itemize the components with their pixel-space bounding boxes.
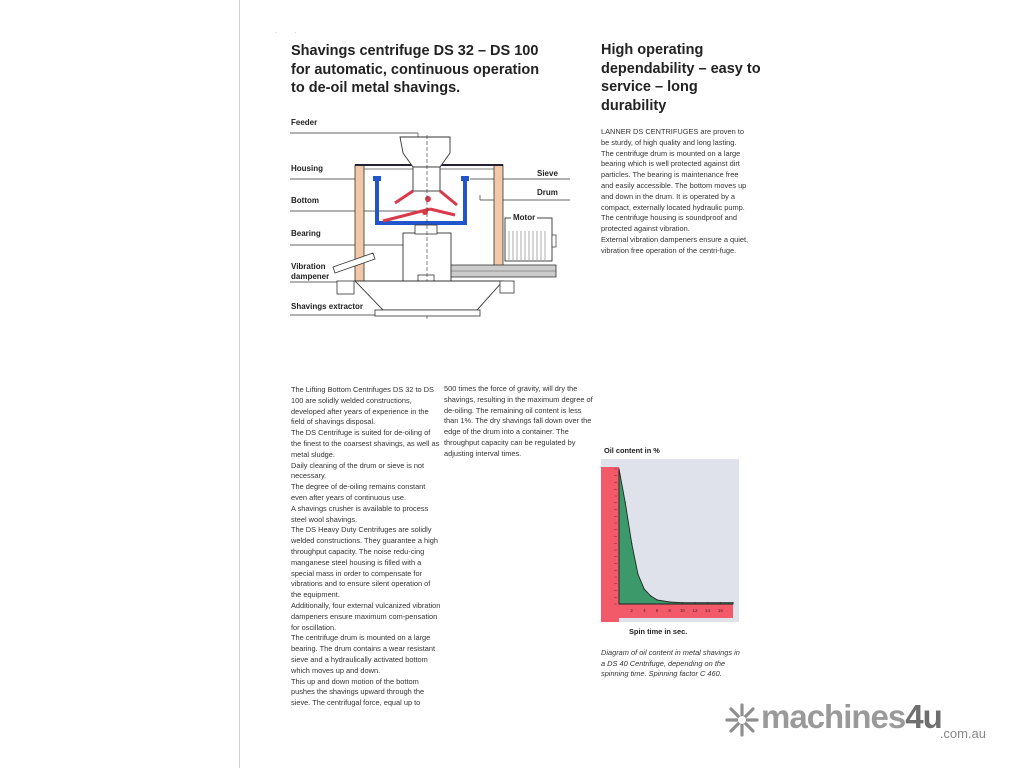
- logo-brand: machines: [761, 698, 906, 735]
- x-tick-label: 14: [705, 608, 711, 613]
- oil-content-chart: [601, 459, 739, 622]
- body-column-1: The Lifting Bottom Centrifuges DS 32 to DS 100 are solidly welded constructions, developed after years of experience in the field of shavings disposal. The DS Centrifuge is suited for de-oiling of the finest to the coarsest shavings, as well as metal sludge. Daily cleaning of the drum or sieve is not necessary. The degree of de-oiling remains constant even after years of continuous use. A shavings crusher is available to process steel wool shavings. The DS Heavy Duty Centrifuges are solidly welded constructions. They guarantee a high throughput capacity. The noise redu-cing manganese steel housing is filled with a special mass in order to compensate for vibrations and to ensure silent operation of the equipment. Additionally, four external vulcanized vibration dampeners ensure maximum com-pensation for oscillation. The centrifuge drum is mounted on a large bearing. The drum contains a wear resistant sieve and a hydraulically activated bottom which moves up and down. This up and down motion of the bottom pushes the shavings upward through the sieve. The centrifugal force, equal up to: [291, 385, 441, 708]
- data-point: [732, 602, 733, 603]
- chart-svg: [601, 459, 739, 622]
- centrifuge-diagram: [285, 115, 575, 320]
- data-point: [720, 602, 721, 603]
- y-axis-band: [601, 467, 619, 622]
- page-title: Shavings centrifuge DS 32 – DS 100 for automatic, continuous operation to de-oil metal shavings.: [291, 43, 540, 96]
- housing-right-wall: [494, 165, 503, 275]
- label-housing: Housing: [291, 164, 323, 173]
- lifting-bottom: [383, 191, 457, 221]
- x-tick-label: 12: [692, 608, 698, 613]
- label-feeder: Feeder: [291, 118, 318, 127]
- intro-paragraph: LANNER DS CENTRIFUGES are proven to be sturdy, of high quality and long lasting. The centrifuge drum is mounted on a large bearing which is well protected against dirt particles. The bearing is maintenance free and easily accessible. The bottom moves up and down in the drum. It is operated by a compact, externally located hydraulic pump. The centrifuge housing is soundproof and protected against vibration. External vibration dampeners ensure a quiet, vibration free operation of the centri-fuge.: [601, 127, 749, 255]
- page-divider: [239, 0, 240, 768]
- scan-specks: · ·: [275, 30, 305, 36]
- data-point: [669, 601, 670, 602]
- dampener-left: [337, 281, 354, 294]
- logo-wordmark: [761, 698, 942, 736]
- data-point: [631, 543, 632, 544]
- feeder: [400, 137, 450, 167]
- section-heading: High operating dependability – easy to service – long durability: [601, 42, 761, 114]
- x-axis-band: [601, 604, 733, 618]
- machines4u-logo: [724, 700, 994, 745]
- data-point: [625, 502, 626, 503]
- body-column-2: 500 times the force of gravity, will dry the shavings, resulting in the maximum degree of de-oiling. The remaining oil content is less than 1%. The dry shavings fall down over the edge of the drum into a container. The throughput capacity can be regulated by adjusting interval times.: [444, 384, 593, 458]
- x-tick-label: 10: [679, 608, 685, 613]
- x-tick-label: 4: [643, 608, 646, 613]
- x-tick-label: 8: [668, 608, 671, 613]
- chart-caption: Diagram of oil content in metal shavings in a DS 40 Centrifuge, depending on the spinning time. Spinning factor C 460.: [601, 648, 740, 678]
- chart-x-label: Spin time in sec.: [629, 627, 688, 636]
- label-dampener: dampener: [291, 272, 330, 281]
- chart-title: Oil content in %: [604, 446, 660, 455]
- dampener-right: [500, 281, 514, 293]
- shavings-chute: [333, 253, 375, 273]
- label-drum: Drum: [537, 188, 558, 197]
- shavings-extractor: [375, 310, 480, 316]
- label-bearing: Bearing: [291, 229, 321, 238]
- x-tick-label: 6: [655, 608, 659, 613]
- data-point: [694, 602, 695, 603]
- data-point: [656, 599, 657, 600]
- logo-brand-number: 4u: [905, 698, 942, 735]
- data-point: [707, 602, 708, 603]
- label-bottom: Bottom: [291, 196, 319, 205]
- logo-domain: .com.au: [939, 726, 986, 741]
- label-motor: Motor: [513, 213, 536, 222]
- data-point: [682, 602, 683, 603]
- label-shavings-extractor: Shavings extractor: [291, 302, 364, 311]
- x-tick-label: 2: [630, 608, 633, 613]
- label-vibration: Vibration: [291, 262, 326, 271]
- label-sieve: Sieve: [537, 169, 558, 178]
- data-point: [637, 574, 638, 575]
- data-point: [644, 589, 645, 590]
- data-point: [650, 595, 651, 596]
- snowflake-logo-icon: [724, 702, 760, 738]
- x-tick-label: 16: [717, 608, 723, 613]
